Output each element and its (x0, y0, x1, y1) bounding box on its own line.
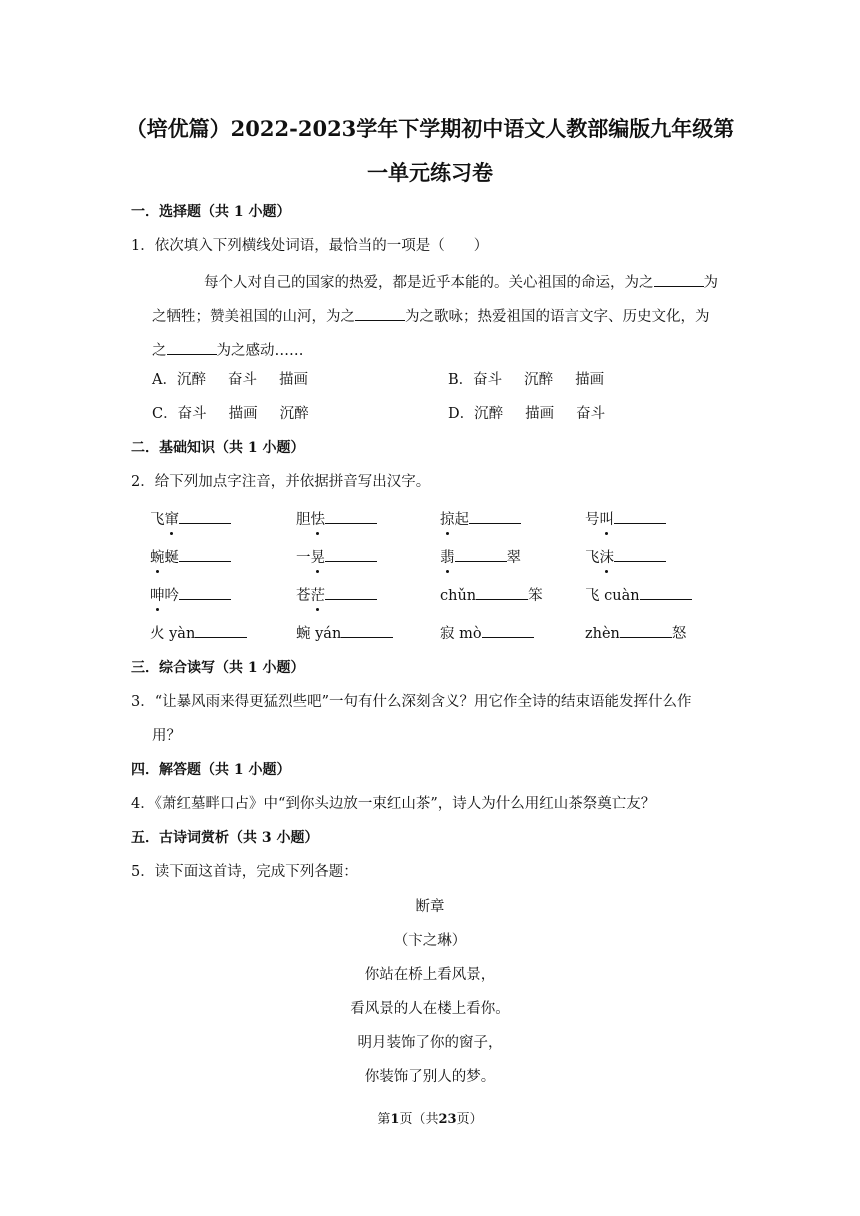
q1-passage-line-3 (152, 338, 304, 361)
option-word: 奋斗 (576, 406, 606, 422)
item-text: 起 (454, 512, 469, 528)
option-word: 描画 (228, 406, 258, 422)
fill-blank (195, 621, 247, 638)
footer-text: 页） (456, 1112, 483, 1127)
item-text: 蜿 yán (296, 626, 342, 642)
q1-option-d (448, 404, 627, 424)
q1-passage-text: 为之歌咏；热爱祖国的语言文字、历史文化，为 (405, 309, 710, 325)
dotted-character: 掠 (440, 512, 455, 528)
q2-item (150, 583, 231, 606)
item-text: 飞 cuàn (585, 588, 640, 604)
q1-passage-text: 每个人对自己的国家的热爱，都是近乎本能的。关心祖国的命运，为之 (204, 275, 654, 291)
q2-item (585, 621, 686, 644)
option-word: 沉醉 (474, 406, 504, 422)
dotted-character: 怯 (310, 512, 325, 528)
q1-stem: 1．依次填入下列横线处词语，最恰当的一项是（ ） (131, 238, 489, 254)
fill-blank (614, 507, 666, 524)
q2-item (440, 583, 543, 606)
item-text: 苍 (296, 588, 311, 604)
q1-passage-text: 之 (152, 343, 167, 359)
document-title-line-1: （培优篇）2022-2023学年下学期初中语文人教部编版九年级第 (125, 116, 735, 141)
q2-item (296, 545, 377, 568)
option-label: A． (152, 372, 177, 388)
poem-title: 断章 (415, 899, 445, 915)
q5-stem: 5．读下面这首诗，完成下列各题： (131, 864, 358, 880)
fill-blank (482, 621, 534, 638)
fill-blank (179, 545, 231, 562)
q1-option-c (152, 404, 331, 424)
q1-passage-text: 为 (703, 275, 718, 291)
fill-blank (167, 338, 217, 355)
footer-page-total: 23 (438, 1112, 457, 1127)
q2-item (296, 621, 393, 644)
fill-blank (614, 545, 666, 562)
fill-blank (179, 583, 231, 600)
item-text: 蜒 (164, 550, 179, 566)
q2-item (440, 507, 521, 530)
dotted-character: 茫 (310, 588, 325, 604)
item-text: 胆 (296, 512, 311, 528)
dotted-character: 窜 (164, 512, 179, 528)
poem-author: （卞之琳） (393, 933, 467, 949)
item-text: 一 (296, 550, 311, 566)
fill-blank (469, 507, 521, 524)
page-footer (0, 1111, 860, 1129)
q2-item (150, 507, 231, 530)
q2-stem: 2．给下列加点字注音，并依据拼音写出汉字。 (131, 474, 431, 490)
option-word: 沉醉 (524, 372, 554, 388)
section-heading-1: 一．选择题（共 1 小题） (131, 204, 291, 220)
fill-blank (620, 621, 672, 638)
option-word: 沉醉 (279, 406, 309, 422)
item-text: 笨 (528, 588, 543, 604)
fill-blank (640, 583, 692, 600)
option-label: B． (448, 372, 474, 388)
fill-blank (341, 621, 393, 638)
q1-option-a (152, 370, 330, 390)
item-text: chǔn (440, 588, 477, 604)
fill-blank (325, 507, 377, 524)
q3-line-2: 用？ (152, 728, 181, 744)
q4-line-1: 4．《萧红墓畔口占》中“到你头边放一束红山茶”，诗人为什么用红山茶祭奠亡友？ (131, 796, 656, 812)
q2-item (296, 583, 377, 606)
option-word: 奋斗 (473, 372, 503, 388)
item-text: 怒 (671, 626, 687, 642)
fill-blank (179, 507, 231, 524)
q1-passage-text: 为之感动…… (216, 343, 304, 359)
q2-item (296, 507, 377, 530)
q2-item (440, 621, 534, 644)
item-text: 寂 mò (440, 626, 482, 642)
section-heading-3: 三．综合读写（共 1 小题） (131, 660, 305, 676)
item-text: 吟 (164, 588, 179, 604)
footer-page-number: 1 (390, 1112, 400, 1127)
option-label: D． (448, 406, 475, 422)
fill-blank (355, 304, 405, 321)
item-text: zhèn (585, 626, 620, 642)
fill-blank (325, 545, 377, 562)
q2-item (585, 545, 666, 568)
fill-blank (476, 583, 528, 600)
poem-line: 看风景的人在楼上看你。 (350, 1001, 510, 1017)
option-label: C． (152, 406, 178, 422)
item-text: 火 yàn (150, 626, 196, 642)
dotted-character: 叫 (599, 512, 614, 528)
section-heading-4: 四．解答题（共 1 小题） (131, 762, 291, 778)
dotted-character: 呻 (150, 588, 165, 604)
dotted-character: 沫 (599, 550, 614, 566)
poem-line: 明月装饰了你的窗子， (357, 1035, 503, 1051)
q1-option-b (448, 370, 626, 390)
option-word: 描画 (278, 372, 308, 388)
dotted-character: 翡 (440, 550, 455, 566)
item-text: 翠 (506, 550, 521, 566)
item-text: 飞 (585, 550, 600, 566)
q1-passage-line-2 (152, 304, 710, 327)
q2-item (150, 545, 231, 568)
q2-item (440, 545, 521, 568)
document-title-line-2: 一单元练习卷 (367, 160, 493, 185)
fill-blank (654, 270, 704, 287)
fill-blank (455, 545, 507, 562)
q1-passage-line-1 (204, 270, 718, 293)
footer-text: 页（共 (399, 1112, 439, 1127)
footer-text: 第 (377, 1112, 391, 1127)
q1-passage-text: 之牺牲；赞美祖国的山河，为之 (152, 309, 355, 325)
option-word: 描画 (575, 372, 605, 388)
q2-item (585, 583, 692, 606)
q3-line-1: 3．“让暴风雨来得更猛烈些吧”一句有什么深刻含义？用它作全诗的结束语能发挥什么作 (131, 694, 692, 710)
fill-blank (325, 583, 377, 600)
poem-line: 你站在桥上看风景， (364, 967, 496, 983)
option-word: 奋斗 (177, 406, 207, 422)
item-text: 号 (585, 512, 600, 528)
poem-line: 你装饰了别人的梦。 (364, 1069, 496, 1085)
q2-item (585, 507, 666, 530)
option-word: 描画 (525, 406, 555, 422)
q2-item (150, 621, 247, 644)
section-heading-2: 二．基础知识（共 1 小题） (131, 440, 305, 456)
dotted-character: 晃 (310, 550, 325, 566)
dotted-character: 蜿 (150, 550, 165, 566)
section-heading-5: 五．古诗词赏析（共 3 小题） (131, 830, 319, 846)
item-text: 飞 (150, 512, 165, 528)
option-word: 沉醉 (176, 372, 206, 388)
option-word: 奋斗 (227, 372, 257, 388)
